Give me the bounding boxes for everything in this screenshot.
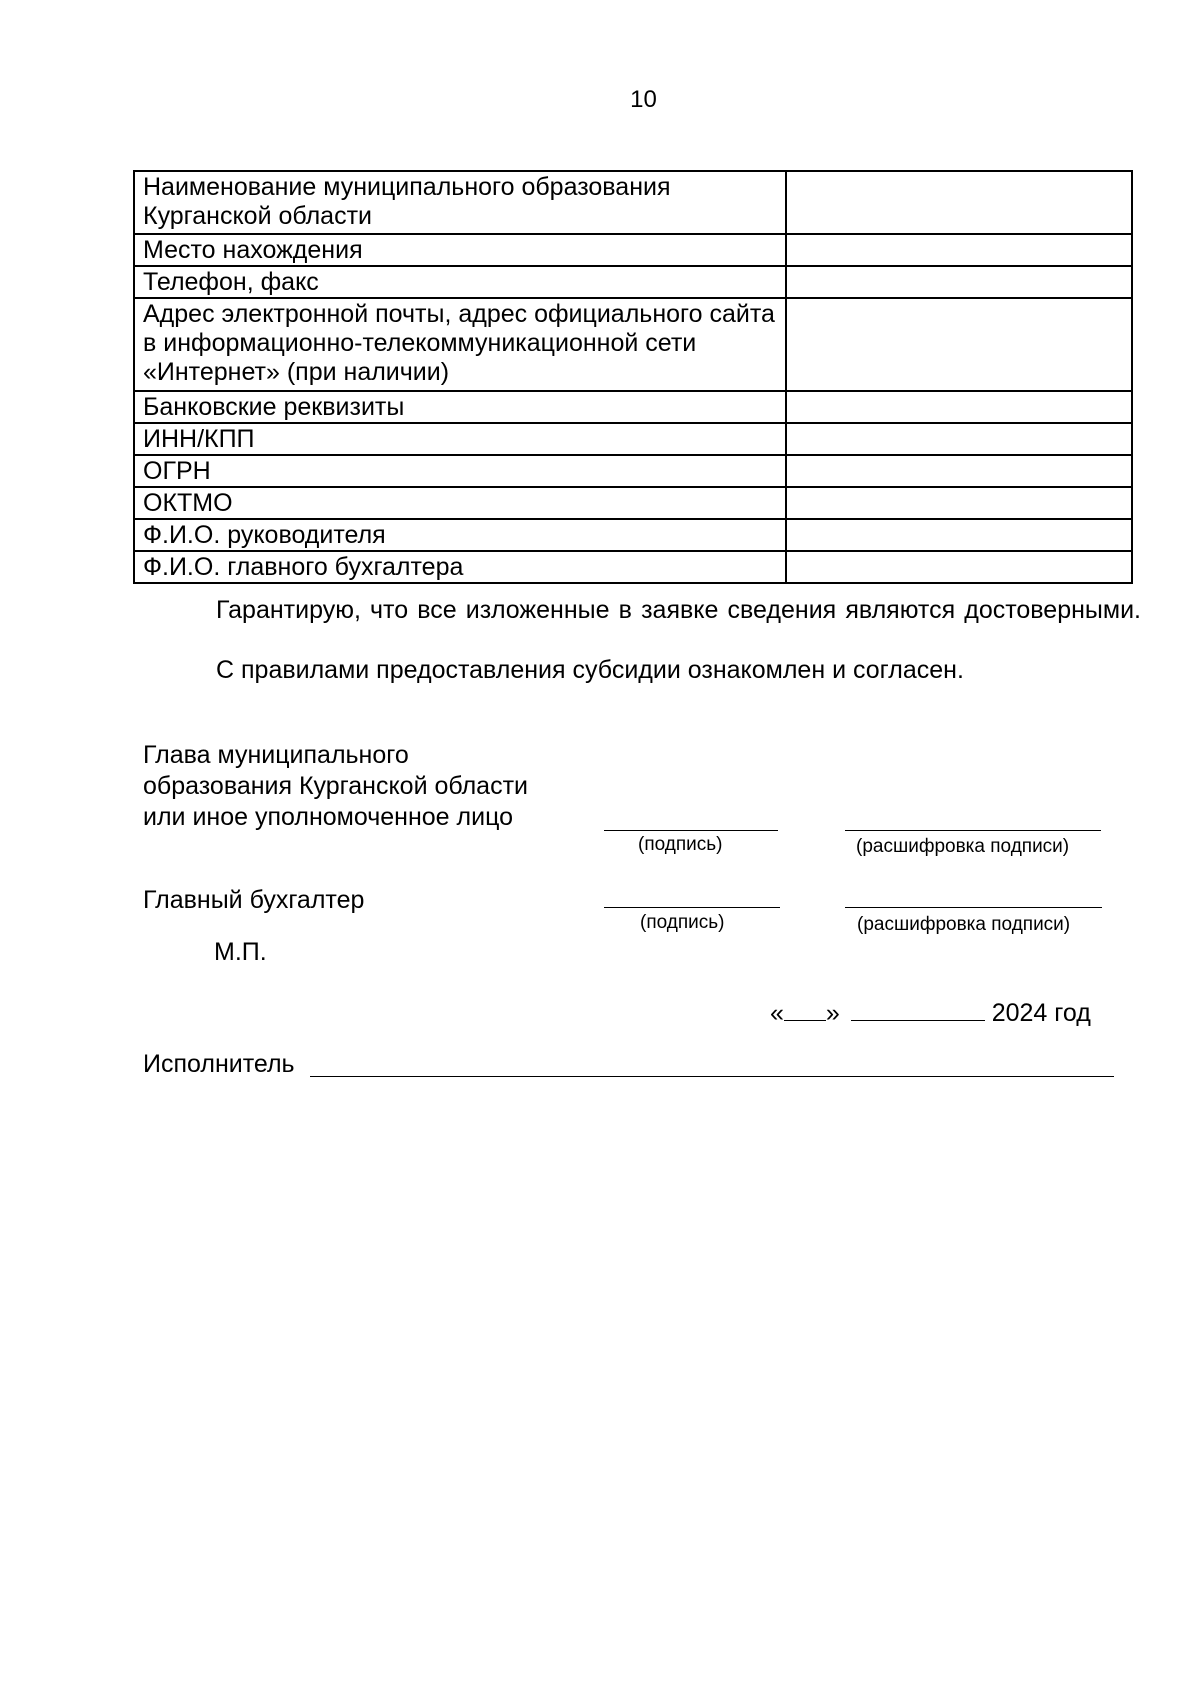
row-value-municipality-name[interactable] (786, 171, 1132, 234)
head-decryption-caption: (расшифровка подписи) (856, 836, 1070, 857)
month-blank[interactable] (851, 998, 985, 1021)
row-value-inn-kpp[interactable] (786, 423, 1132, 455)
rules-agreement-paragraph: С правилами предоставления субсидии ознакомлен и согласен. (216, 656, 964, 684)
row-label-municipality-name: Наименование муниципального образования Курганской области (134, 171, 786, 234)
row-value-phone-fax[interactable] (786, 266, 1132, 298)
row-label-email-website: Адрес электронной почты, адрес официального сайта в информационно-телекоммуникационной сети «Интернет» (при наличии) (134, 298, 786, 391)
executor-line[interactable] (310, 1076, 1114, 1077)
row-label-oktmo: ОКТМО (134, 487, 786, 519)
row-label-bank-details: Банковские реквизиты (134, 391, 786, 423)
row-label-location: Место нахождения (134, 234, 786, 266)
row-value-location[interactable] (786, 234, 1132, 266)
row-label-ogrn: ОГРН (134, 455, 786, 487)
row-value-accountant-name[interactable] (786, 551, 1132, 583)
table-row (134, 234, 1132, 266)
head-decryption-line[interactable] (845, 830, 1101, 831)
row-label-phone-fax: Телефон, факс (134, 266, 786, 298)
row-value-head-name[interactable] (786, 519, 1132, 551)
row-value-email-website[interactable] (786, 298, 1132, 391)
date-open-quote: « (770, 999, 784, 1027)
accountant-decryption-line[interactable] (845, 907, 1102, 908)
table-row (134, 551, 1132, 583)
day-blank[interactable] (784, 998, 826, 1021)
row-value-bank-details[interactable] (786, 391, 1132, 423)
table-row (134, 298, 1132, 391)
stamp-place-label: М.П. (214, 938, 267, 966)
table-row (134, 391, 1132, 423)
executor-label: Исполнитель (143, 1050, 295, 1078)
row-value-oktmo[interactable] (786, 487, 1132, 519)
accountant-signatory-title: Главный бухгалтер (143, 886, 365, 914)
guarantee-paragraph: Гарантирую, что все изложенные в заявке сведения являются достоверными. (216, 596, 1141, 624)
row-label-accountant-name: Ф.И.О. главного бухгалтера (134, 551, 786, 583)
table-row (134, 266, 1132, 298)
head-signature-caption: (подпись) (638, 834, 723, 855)
accountant-signature-line[interactable] (604, 907, 780, 908)
row-label-head-name: Ф.И.О. руководителя (134, 519, 786, 551)
row-value-ogrn[interactable] (786, 455, 1132, 487)
head-signature-line[interactable] (604, 830, 778, 831)
row-label-inn-kpp: ИНН/КПП (134, 423, 786, 455)
table-row (134, 171, 1132, 234)
table-row (134, 487, 1132, 519)
head-signatory-title: Глава муниципального образования Курганской области или иное уполномоченное лицо (143, 741, 528, 831)
date-line (770, 998, 1091, 1028)
table-row (134, 455, 1132, 487)
requisites-table (133, 170, 1133, 584)
table-row (134, 519, 1132, 551)
date-close-quote: » (825, 999, 840, 1027)
accountant-decryption-caption: (расшифровка подписи) (857, 914, 1071, 935)
page-number: 10 (630, 86, 657, 113)
year-text: 2024 год (991, 999, 1091, 1027)
accountant-signature-caption: (подпись) (640, 912, 725, 933)
table-row (134, 423, 1132, 455)
